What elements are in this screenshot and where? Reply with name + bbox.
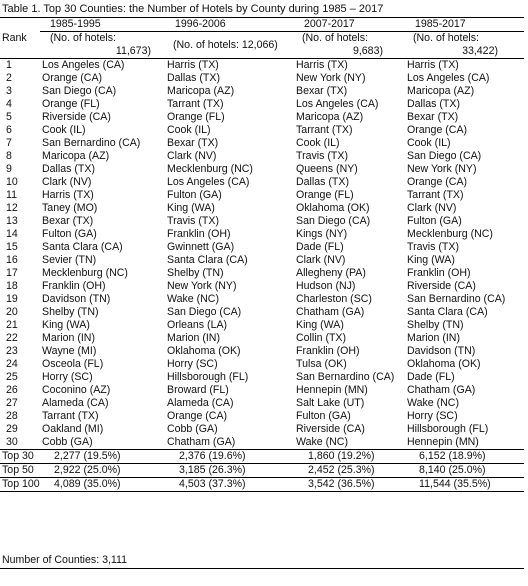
rank-cell: 10 [6, 176, 18, 188]
rank-cell: 17 [6, 267, 18, 279]
county-cell: Los Angeles (CA) [167, 176, 250, 188]
hotel-total-header [294, 32, 405, 59]
county-cell: Dade (FL) [407, 371, 455, 383]
county-cell: Sevier (TN) [42, 254, 97, 266]
county-cell: Orleans (LA) [167, 319, 228, 331]
county-cell: Santa Clara (CA) [167, 254, 248, 266]
county-cell: Oakland (MI) [42, 423, 104, 435]
county-cell: Collin (TX) [296, 332, 347, 344]
county-cell: Santa Clara (CA) [407, 306, 488, 318]
summary-value: 1,860 (19.2%) [294, 450, 405, 464]
rank-cell: 7 [6, 137, 12, 149]
hotel-total-header [40, 32, 165, 59]
county-cell: Maricopa (AZ) [407, 85, 475, 97]
county-cell: Maricopa (AZ) [296, 111, 364, 123]
county-cell: Davidson (TN) [407, 345, 476, 357]
period-header: 1996-2006 [165, 18, 294, 32]
summary-value: 8,140 (25.0%) [405, 464, 524, 478]
county-cell: Osceola (FL) [42, 358, 104, 370]
county-cell: Wake (NC) [407, 397, 459, 409]
county-cell: San Diego (CA) [407, 150, 482, 162]
rank-cell: 9 [6, 163, 12, 175]
county-cell: Los Angeles (CA) [42, 59, 125, 71]
county-cell: Tarrant (TX) [296, 124, 353, 136]
hotel-total-line1: (No. of hotels: 12,066) [173, 38, 278, 51]
county-count: Number of Counties: 3,111 [2, 554, 128, 566]
rank-header: Rank [0, 32, 40, 59]
county-cell: Tulsa (OK) [296, 358, 347, 370]
rank-cell: 1 [6, 59, 12, 71]
county-cell: Coconino (AZ) [42, 384, 111, 396]
county-cell: Charleston (SC) [296, 293, 372, 305]
hotel-total-header [405, 32, 524, 59]
county-cell: Cook (IL) [407, 137, 451, 149]
table-row [0, 150, 524, 163]
county-cell: Hillsborough (FL) [407, 423, 489, 435]
county-cell: Allegheny (PA) [296, 267, 366, 279]
county-cell: Horry (SC) [42, 371, 93, 383]
table-row [0, 189, 524, 202]
county-cell: Chatham (GA) [165, 436, 294, 450]
county-cell: King (WA) [42, 319, 90, 331]
table-row [0, 332, 524, 345]
county-cell: Hennepin (MN) [296, 384, 368, 396]
county-cell: King (WA) [296, 319, 344, 331]
county-cell: Los Angeles (CA) [296, 98, 379, 110]
summary-value: 2,376 (19.6%) [165, 450, 294, 464]
county-cell: San Bernardino (CA) [296, 371, 395, 383]
table-row [0, 72, 524, 85]
summary-label: Top 30 [0, 450, 40, 464]
county-cell: New York (NY) [407, 163, 477, 175]
hotel-total-line1: (No. of hotels: [413, 32, 479, 44]
summary-value: 2,922 (25.0%) [40, 464, 165, 478]
county-cell: Marion (IN) [407, 332, 460, 344]
period-header: 1985-1995 [40, 18, 165, 32]
table-row [0, 371, 524, 384]
period-header: 2007-2017 [294, 18, 405, 32]
county-cell: Tarrant (TX) [42, 410, 99, 422]
county-cell: Riverside (CA) [407, 280, 476, 292]
table-row [0, 358, 524, 371]
rank-cell: 22 [6, 332, 18, 344]
table-row [0, 241, 524, 254]
county-cell: Travis (TX) [296, 150, 348, 162]
county-cell: Cook (IL) [42, 124, 86, 136]
table-row [0, 215, 524, 228]
rank-cell: 19 [6, 293, 18, 305]
county-cell: Franklin (OH) [42, 280, 106, 292]
county-cell: Queens (NY) [296, 163, 358, 175]
county-cell: Horry (SC) [407, 410, 458, 422]
summary-value: 11,544 (35.5%) [405, 478, 524, 492]
county-cell: Fulton (GA) [296, 410, 351, 422]
county-cell: Orange (FL) [167, 111, 225, 123]
county-cell: Fulton (GA) [42, 228, 97, 240]
county-cell: Clark (NV) [42, 176, 92, 188]
county-cell: San Bernardino (CA) [42, 137, 141, 149]
county-cell: Riverside (CA) [42, 111, 111, 123]
table-row [0, 176, 524, 189]
county-cell: Harris (TX) [42, 189, 94, 201]
county-cell: Marion (IN) [42, 332, 95, 344]
county-cell: New York (NY) [167, 280, 237, 292]
county-cell: Bexar (TX) [407, 111, 459, 123]
header-spacer [0, 18, 40, 32]
county-cell: Taney (MO) [42, 202, 98, 214]
county-cell: Marion (IN) [167, 332, 220, 344]
county-cell: Shelby (TN) [407, 319, 464, 331]
county-cell: Dallas (TX) [296, 176, 349, 188]
hotel-total-line1: (No. of hotels: [302, 32, 368, 44]
county-cell: Orange (CA) [407, 124, 468, 136]
county-cell: Maricopa (AZ) [167, 85, 235, 97]
rank-cell: 12 [6, 202, 18, 214]
table-row [0, 254, 524, 267]
county-cell: Travis (TX) [167, 215, 219, 227]
county-cell: San Diego (CA) [167, 306, 242, 318]
county-cell: San Bernardino (CA) [407, 293, 506, 305]
rank-cell: 4 [6, 98, 12, 110]
county-cell: Wake (NC) [294, 436, 405, 450]
county-cell: Fulton (GA) [167, 189, 222, 201]
summary-row [0, 464, 524, 478]
county-cell: Oklahoma (OK) [296, 202, 370, 214]
rank-cell: 30 [0, 436, 40, 450]
table-row [0, 98, 524, 111]
county-cell: Shelby (TN) [42, 306, 99, 318]
county-cell: Wayne (MI) [42, 345, 97, 357]
table-row [0, 293, 524, 306]
county-cell: Hennepin (MN) [405, 436, 524, 450]
rank-cell: 11 [6, 189, 17, 201]
county-cell: Mecklenburg (NC) [42, 267, 128, 279]
table-row [0, 280, 524, 293]
table-row [0, 423, 524, 436]
county-cell: Tarrant (TX) [407, 189, 464, 201]
hotels-table [0, 17, 524, 492]
county-cell: Broward (FL) [167, 384, 229, 396]
county-cell: Wake (NC) [167, 293, 219, 305]
county-cell: Oklahoma (OK) [167, 345, 241, 357]
county-cell: Riverside (CA) [296, 423, 365, 435]
table-row [0, 306, 524, 319]
summary-row [0, 450, 524, 464]
county-cell: Bexar (TX) [42, 215, 94, 227]
hotel-total-line2: 11,673) [115, 44, 151, 57]
county-cell: Mecklenburg (NC) [167, 163, 253, 175]
county-cell: Orange (FL) [42, 98, 100, 110]
county-cell: Dade (FL) [296, 241, 344, 253]
county-cell: Orange (CA) [42, 72, 103, 84]
summary-value: 6,152 (18.9%) [405, 450, 524, 464]
county-cell: San Diego (CA) [42, 85, 117, 97]
county-cell: Harris (TX) [167, 59, 219, 71]
county-cell: Salt Lake (UT) [296, 397, 365, 409]
rank-cell: 21 [6, 319, 18, 331]
county-cell: Chatham (GA) [407, 384, 476, 396]
hotel-total-line2: 9,683) [352, 44, 383, 57]
county-cell: Dallas (TX) [42, 163, 95, 175]
rank-cell: 3 [6, 85, 12, 97]
hotel-total-header [165, 32, 294, 59]
table-row [0, 59, 524, 73]
summary-row [0, 478, 524, 492]
county-cell: Clark (NV) [407, 202, 457, 214]
rank-cell: 8 [6, 150, 12, 162]
rank-cell: 27 [6, 397, 18, 409]
rank-cell: 26 [6, 384, 18, 396]
summary-value: 3,542 (36.5%) [294, 478, 405, 492]
county-cell: Orange (CA) [167, 410, 228, 422]
rank-cell: 23 [6, 345, 18, 357]
county-cell: Cook (IL) [167, 124, 211, 136]
footer-rule [0, 568, 524, 569]
table-row [0, 345, 524, 358]
table-caption: Table 1. Top 30 Counties: the Number of Hotels by County during 1985 – 2017 [2, 3, 384, 15]
county-cell: Horry (SC) [167, 358, 218, 370]
table-row [0, 410, 524, 423]
county-cell: Franklin (OH) [407, 267, 471, 279]
period-header: 1985-2017 [405, 18, 524, 32]
county-cell: Alameda (CA) [42, 397, 109, 409]
table-row [0, 319, 524, 332]
county-cell: Alameda (CA) [167, 397, 234, 409]
summary-value: 4,503 (37.3%) [165, 478, 294, 492]
summary-value: 2,277 (19.5%) [40, 450, 165, 464]
table-row [0, 163, 524, 176]
rank-cell: 2 [6, 72, 12, 84]
hotel-total-line2: 33,422) [462, 44, 498, 57]
rank-cell: 18 [6, 280, 18, 292]
county-cell: Bexar (TX) [296, 85, 348, 97]
county-cell: Clark (NV) [296, 254, 346, 266]
county-cell: Fulton (GA) [407, 215, 462, 227]
county-cell: Cobb (GA) [40, 436, 165, 450]
county-cell: Harris (TX) [407, 59, 459, 71]
table-row [0, 267, 524, 280]
rank-cell: 28 [6, 410, 18, 422]
summary-label: Top 50 [0, 464, 40, 478]
county-cell: Davidson (TN) [42, 293, 111, 305]
county-cell: Tarrant (TX) [167, 98, 224, 110]
county-cell: Oklahoma (OK) [407, 358, 481, 370]
county-cell: Travis (TX) [407, 241, 459, 253]
county-cell: Clark (NV) [167, 150, 217, 162]
table-row [0, 85, 524, 98]
table-row [0, 397, 524, 410]
rank-cell: 6 [6, 124, 12, 136]
county-cell: Hillsborough (FL) [167, 371, 249, 383]
rank-cell: 20 [6, 306, 18, 318]
county-cell: Franklin (OH) [167, 228, 231, 240]
summary-label: Top 100 [2, 478, 40, 490]
table-row [0, 384, 524, 397]
rank-cell: 29 [6, 423, 18, 435]
rank-cell: 25 [6, 371, 18, 383]
county-cell: Maricopa (AZ) [42, 150, 110, 162]
county-cell: Bexar (TX) [167, 137, 219, 149]
summary-value: 3,185 (26.3%) [165, 464, 294, 478]
county-cell: Orange (FL) [296, 189, 354, 201]
table-row [0, 137, 524, 150]
county-cell: Los Angeles (CA) [407, 72, 490, 84]
county-cell: King (WA) [167, 202, 215, 214]
county-cell: San Diego (CA) [296, 215, 371, 227]
county-cell: Dallas (TX) [167, 72, 220, 84]
county-cell: King (WA) [407, 254, 455, 266]
summary-value: 4,089 (35.0%) [40, 478, 165, 492]
table-row [0, 124, 524, 137]
county-cell: Shelby (TN) [167, 267, 224, 279]
table-row [0, 202, 524, 215]
rank-cell: 24 [6, 358, 18, 370]
summary-value: 2,452 (25.3%) [294, 464, 405, 478]
table-row [0, 111, 524, 124]
county-cell: Harris (TX) [296, 59, 348, 71]
rank-cell: 15 [6, 241, 18, 253]
county-cell: Franklin (OH) [296, 345, 360, 357]
header-row-periods [0, 18, 524, 32]
county-cell: Hudson (NJ) [296, 280, 356, 292]
county-cell: Kings (NY) [296, 228, 348, 240]
header-row-totals [0, 32, 524, 59]
county-cell: Cook (IL) [296, 137, 340, 149]
county-cell: Chatham (GA) [296, 306, 365, 318]
county-cell: New York (NY) [296, 72, 366, 84]
hotel-total-line1: (No. of hotels: [50, 32, 116, 44]
county-cell: Santa Clara (CA) [42, 241, 123, 253]
rank-cell: 5 [6, 111, 12, 123]
table-row [0, 436, 524, 450]
county-cell: Mecklenburg (NC) [407, 228, 493, 240]
county-cell: Gwinnett (GA) [167, 241, 235, 253]
county-cell: Cobb (GA) [167, 423, 218, 435]
county-cell: Orange (CA) [407, 176, 468, 188]
county-cell: Dallas (TX) [407, 98, 460, 110]
rank-cell: 16 [6, 254, 18, 266]
rank-cell: 13 [6, 215, 18, 227]
rank-cell: 14 [6, 228, 18, 240]
table-row [0, 228, 524, 241]
